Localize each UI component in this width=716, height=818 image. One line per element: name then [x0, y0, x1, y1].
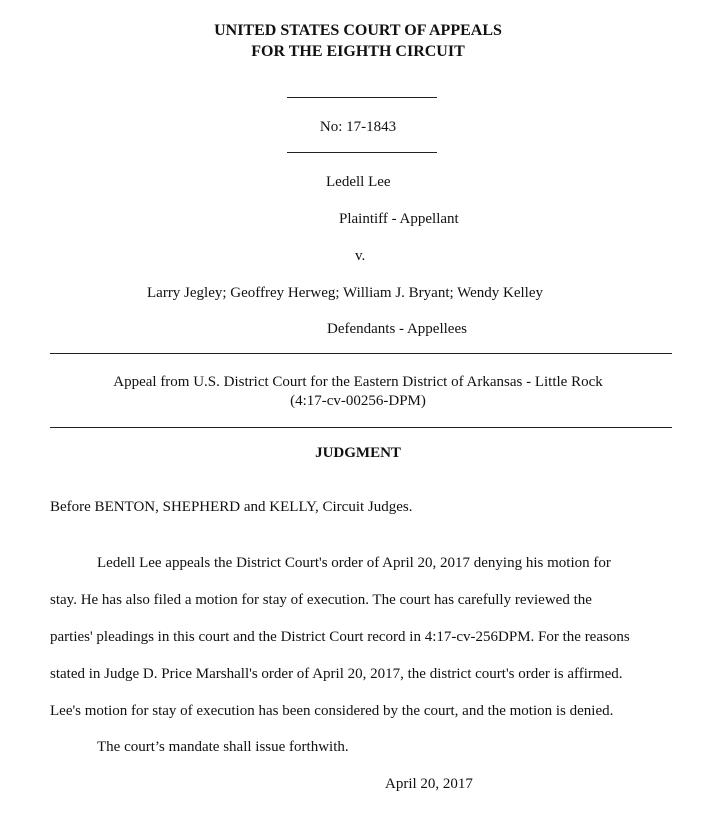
- appeal-origin: Appeal from U.S. District Court for the Eastern District of Arkansas - Little Rock: [113, 374, 603, 390]
- body-line: stay. He has also filed a motion for stay of execution. The court has carefully reviewed the: [50, 592, 592, 608]
- body-line: Lee's motion for stay of execution has been considered by the court, and the motion is denied.: [50, 703, 614, 719]
- mandate-statement: The court’s mandate shall issue forthwith.: [97, 739, 349, 755]
- case-number: No: 17-1843: [319, 119, 397, 135]
- appeal-bottom-rule: [50, 427, 672, 428]
- top-short-rule: [287, 97, 437, 98]
- defendant-names: Larry Jegley; Geoffrey Herweg; William J. Bryant; Wendy Kelley: [147, 285, 543, 301]
- plaintiff-role: Plaintiff - Appellant: [339, 211, 459, 227]
- defendant-role: Defendants - Appellees: [327, 321, 467, 337]
- panel-judges: Before BENTON, SHEPHERD and KELLY, Circuit Judges.: [50, 499, 413, 515]
- district-case-number: (4:17-cv-00256-DPM): [290, 393, 426, 409]
- versus: v.: [355, 248, 366, 264]
- body-line: Ledell Lee appeals the District Court's order of April 20, 2017 denying his motion for: [97, 555, 611, 571]
- bottom-short-rule: [287, 152, 437, 153]
- court-name-line2: FOR THE EIGHTH CIRCUIT: [251, 43, 465, 60]
- plaintiff-name: Ledell Lee: [326, 174, 391, 190]
- body-line: parties' pleadings in this court and the District Court record in 4:17-cv-256DPM. For the reasons: [50, 629, 630, 645]
- court-name-line1: UNITED STATES COURT OF APPEALS: [214, 22, 502, 39]
- appeal-top-rule: [50, 353, 672, 354]
- judgment-date: April 20, 2017: [385, 776, 473, 792]
- judgment-heading: JUDGMENT: [315, 445, 401, 461]
- body-line: stated in Judge D. Price Marshall's order of April 20, 2017, the district court's order is affirmed.: [50, 666, 623, 682]
